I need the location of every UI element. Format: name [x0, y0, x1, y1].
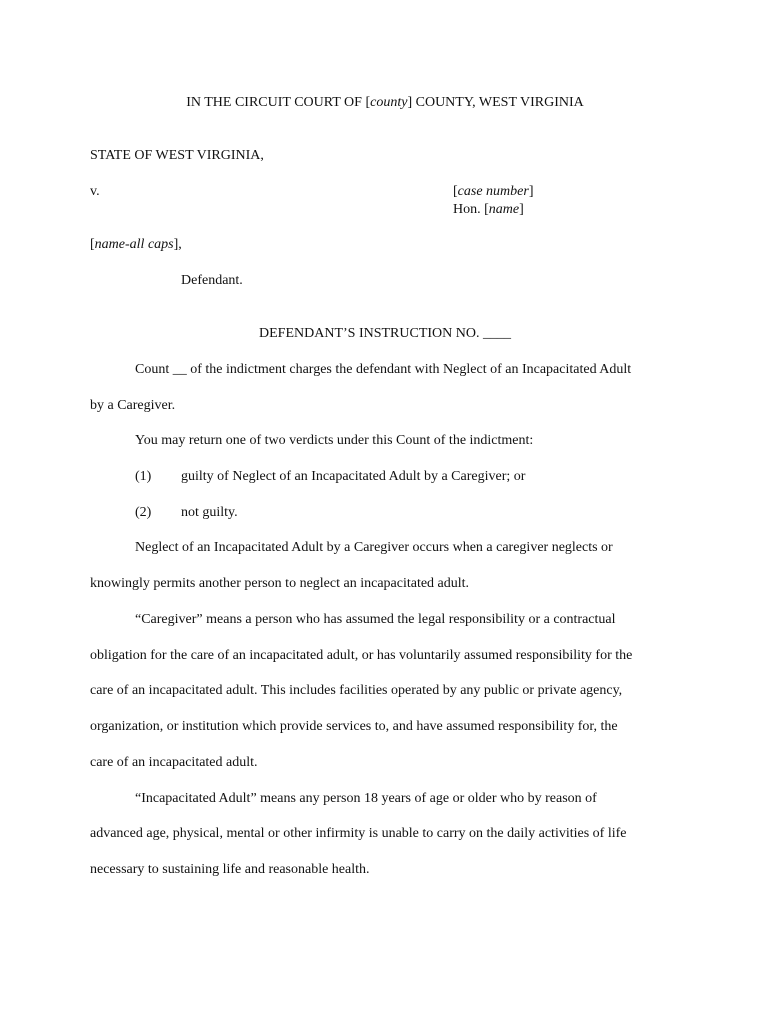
- verdict-text: guilty of Neglect of an Incapacitated Adult by a Caregiver; or: [181, 469, 526, 484]
- judge-prefix: Hon. [: [453, 202, 489, 217]
- case-number: [453, 183, 534, 201]
- instruction-title: DEFENDANT’S INSTRUCTION NO. ____: [259, 326, 511, 341]
- verdict-text: not guilty.: [181, 505, 238, 520]
- case-number-open: [: [453, 184, 458, 199]
- paragraph-line: necessary to sustaining life and reasonable health.: [90, 862, 370, 877]
- paragraph-line: “Caregiver” means a person who has assumed the legal responsibility or a contractual: [135, 612, 616, 627]
- versus: v.: [90, 184, 100, 199]
- court-county-placeholder: county: [370, 95, 408, 110]
- defendant-name-placeholder: name-all caps: [94, 237, 174, 252]
- defendant-open: [: [90, 237, 95, 252]
- paragraph-line: organization, or institution which provide services to, and have assumed responsibility for, the: [90, 719, 618, 734]
- case-number-placeholder: case number: [457, 184, 529, 199]
- paragraph-line: by a Caregiver.: [90, 398, 176, 413]
- paragraph-line: “Incapacitated Adult” means any person 18 years of age or older who by reason of: [135, 791, 597, 806]
- defendant-close: ],: [173, 237, 182, 252]
- paragraph-line: knowingly permits another person to neglect an incapacitated adult.: [90, 576, 470, 591]
- plaintiff-name: STATE OF WEST VIRGINIA,: [90, 148, 264, 163]
- court-heading-suffix: ] COUNTY, WEST VIRGINIA: [407, 95, 584, 110]
- judge-close: ]: [519, 202, 524, 217]
- court-heading: [0, 94, 770, 112]
- paragraph-line: advanced age, physical, mental or other infirmity is unable to carry on the daily activities of life: [90, 826, 627, 841]
- paragraph-line: Count __ of the indictment charges the defendant with Neglect of an Incapacitated Adult: [135, 362, 632, 377]
- paragraph-line: You may return one of two verdicts under this Count of the indictment:: [135, 433, 534, 448]
- defendant-label: Defendant.: [181, 273, 243, 288]
- paragraph-line: care of an incapacitated adult. This includes facilities operated by any public or private agency,: [90, 683, 623, 698]
- defendant-name: [90, 236, 182, 254]
- paragraph-line: obligation for the care of an incapacitated adult, or has voluntarily assumed responsibility for the: [90, 648, 633, 663]
- case-number-close: ]: [528, 184, 534, 199]
- paragraph-line: Neglect of an Incapacitated Adult by a Caregiver occurs when a caregiver neglects or: [135, 540, 613, 555]
- paragraph-line: care of an incapacitated adult.: [90, 755, 258, 770]
- verdict-number: (2): [135, 505, 152, 520]
- court-heading-prefix: IN THE CIRCUIT COURT OF [: [186, 95, 371, 110]
- verdict-number: (1): [135, 469, 152, 484]
- judge-name: [453, 201, 524, 219]
- judge-name-placeholder: name: [488, 202, 520, 217]
